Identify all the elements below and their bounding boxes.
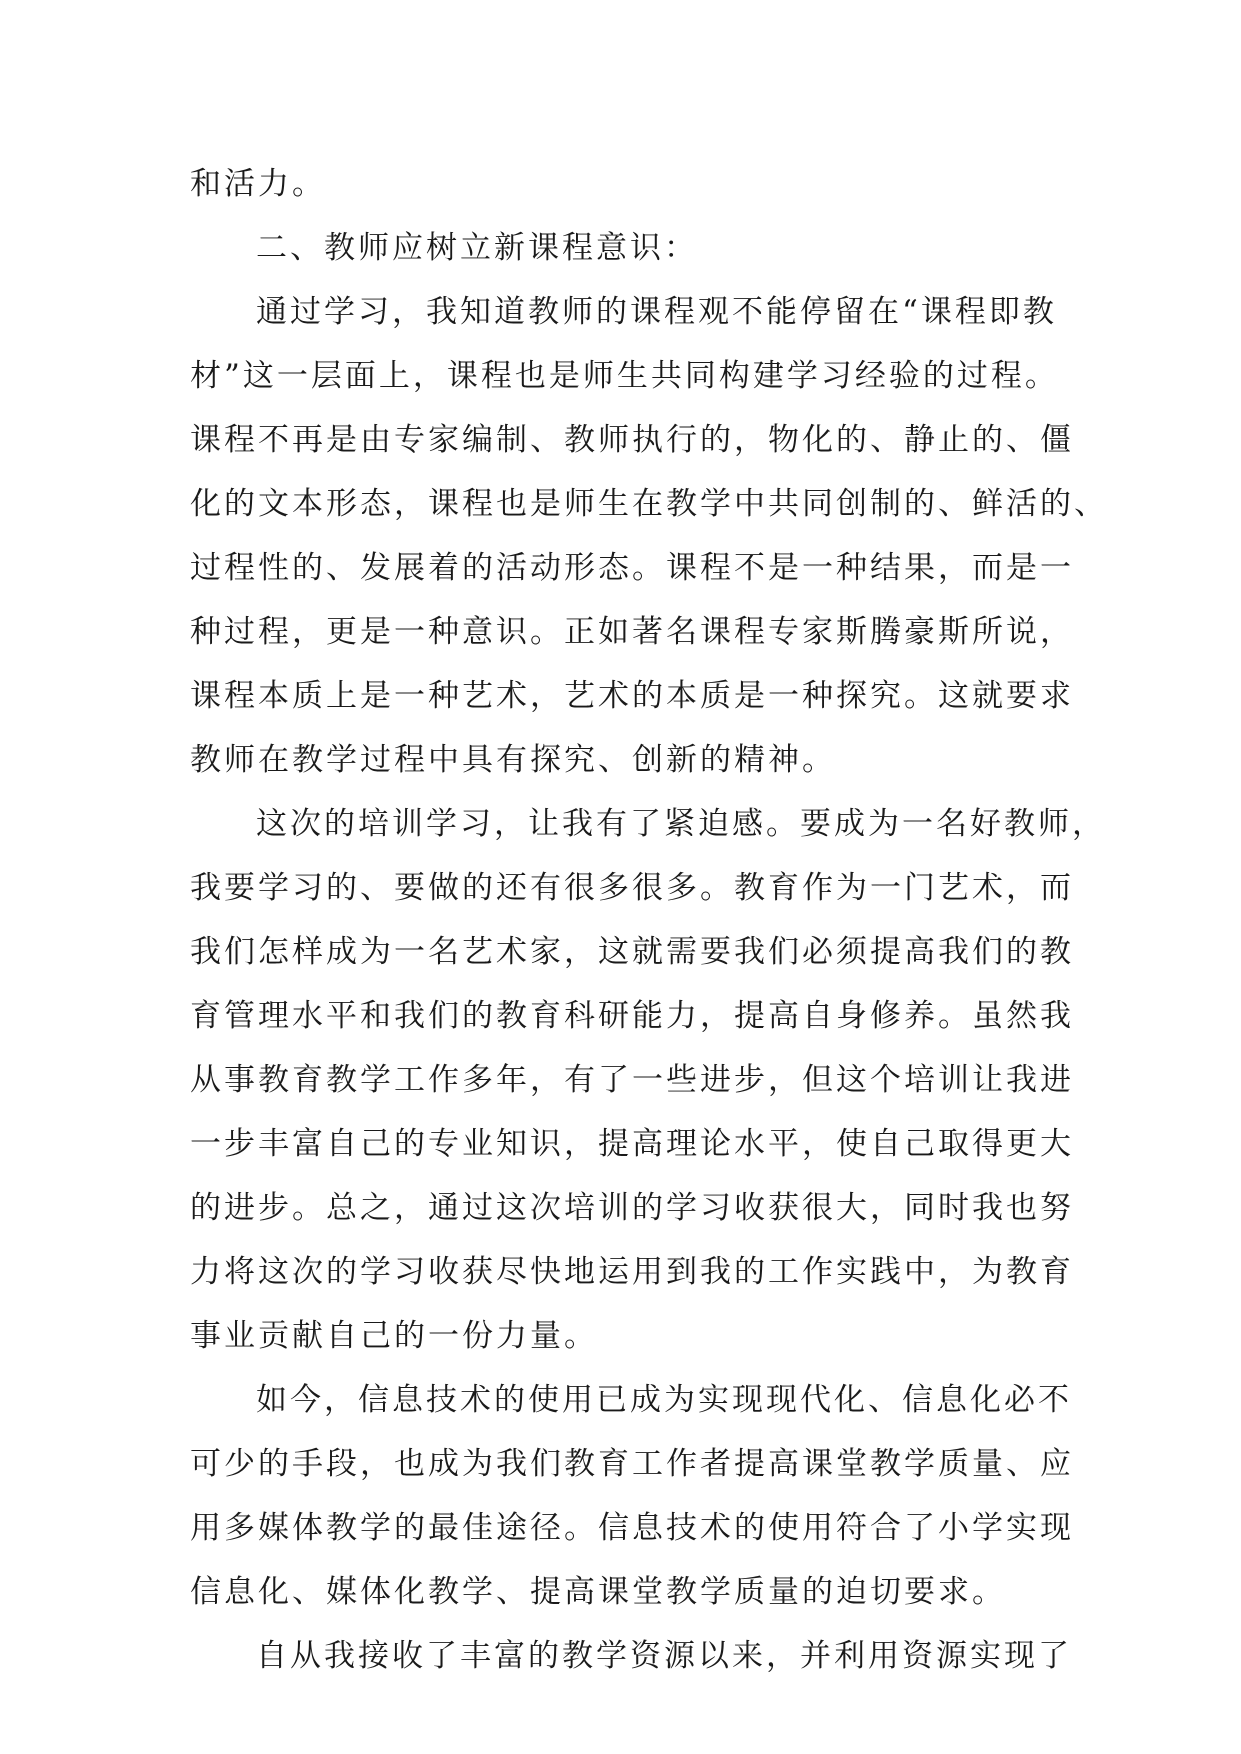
text-line: 教师在教学过程中具有探究、创新的精神。 (190, 742, 836, 778)
text-line: 可少的手段，也成为我们教育工作者提高课堂教学质量、应 (190, 1446, 1074, 1482)
text-line: 力将这次的学习收获尽快地运用到我的工作实践中，为教育 (190, 1254, 1074, 1290)
text-line: 的进步。总之，通过这次培训的学习收获很大，同时我也努 (190, 1190, 1074, 1226)
text-line: 课程本质上是一种艺术，艺术的本质是一种探究。这就要求 (190, 678, 1074, 714)
text-line: 化的文本形态，课程也是师生在教学中共同创制的、鲜活的、 (190, 486, 1108, 522)
text-line: 自从我接收了丰富的教学资源以来，并利用资源实现了 (256, 1638, 1072, 1674)
text-line: 通过学习，我知道教师的课程观不能停留在“课程即教 (256, 294, 1057, 330)
text-line: 一步丰富自己的专业知识，提高理论水平，使自己取得更大 (190, 1126, 1074, 1162)
text-line: 过程性的、发展着的活动形态。课程不是一种结果，而是一 (190, 550, 1074, 586)
text-line: 事业贡献自己的一份力量。 (190, 1318, 598, 1354)
text-line: 课程不再是由专家编制、教师执行的，物化的、静止的、僵 (190, 422, 1074, 458)
section-heading: 二、教师应树立新课程意识： (256, 230, 698, 266)
text-line: 这次的培训学习，让我有了紧迫感。要成为一名好教师， (256, 806, 1106, 842)
text-line: 我要学习的、要做的还有很多很多。教育作为一门艺术，而 (190, 870, 1074, 906)
text-line: 我们怎样成为一名艺术家，这就需要我们必须提高我们的教 (190, 934, 1074, 970)
text-line: 用多媒体教学的最佳途径。信息技术的使用符合了小学实现 (190, 1510, 1074, 1546)
text-line: 如今，信息技术的使用已成为实现现代化、信息化必不 (256, 1382, 1072, 1418)
text-line: 育管理水平和我们的教育科研能力，提高自身修养。虽然我 (190, 998, 1074, 1034)
text-line: 信息化、媒体化教学、提高课堂教学质量的迫切要求。 (190, 1574, 1006, 1610)
text-line: 从事教育教学工作多年，有了一些进步，但这个培训让我进 (190, 1062, 1074, 1098)
text-line: 种过程，更是一种意识。正如著名课程专家斯腾豪斯所说， (190, 614, 1074, 650)
text-line: 材”这一层面上，课程也是师生共同构建学习经验的过程。 (190, 358, 1059, 394)
text-line: 和活力。 (190, 166, 326, 202)
body-text (190, 152, 1108, 1688)
